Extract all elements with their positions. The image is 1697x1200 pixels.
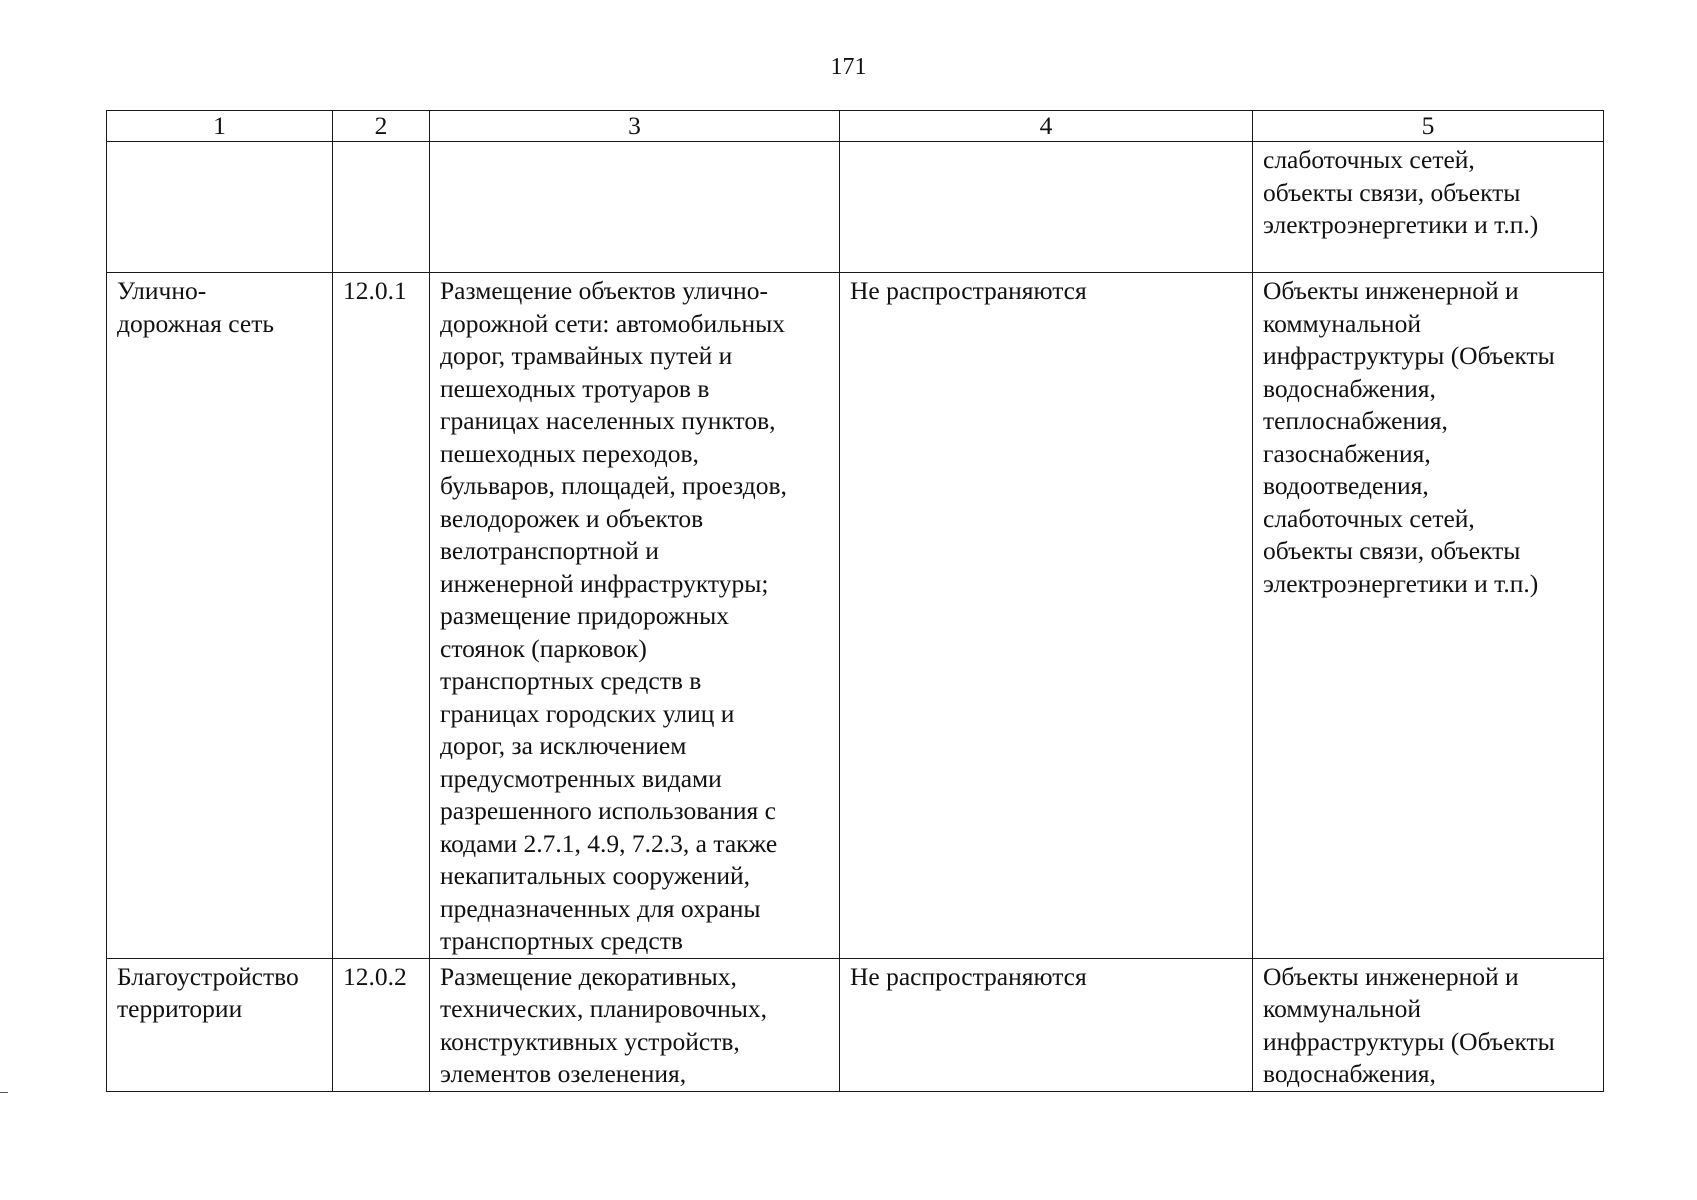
cell-description bbox=[430, 142, 840, 273]
scan-edge-mark bbox=[0, 1092, 8, 1093]
header-cell-3: 3 bbox=[430, 111, 840, 142]
cell-description: Размещение объектов улично- дорожной сети: автомобильных дорог, трамвайных путей и пешеходных тротуаров в границах населенных пунктов, пешеходных переходов, бульваров, площадей, проездов, велодорожек и объектов велотранспортной и инженерной инфраструктуры; размещение придорожных стоянок (парковок) транспортных средств в границах городских улиц и дорог, за исключением предусмотренных видами разрешенного использования с кодами 2.7.1, 4.9, 7.2.3, а также некапитальных сооружений, предназначенных для охраны транспортных средств bbox=[430, 273, 840, 959]
header-cell-5: 5 bbox=[1253, 111, 1604, 142]
cell-code: 12.0.2 bbox=[333, 958, 430, 1091]
table-row bbox=[107, 958, 1604, 1091]
cell-code: 12.0.1 bbox=[333, 273, 430, 959]
cell-objects: Объекты инженерной и коммунальной инфраструктуры (Объекты водоснабжения, теплоснабжения, газоснабжения, водоотведения, слаботочных сетей, объекты связи, объекты электроэнергетики и т.п.) bbox=[1253, 273, 1604, 959]
cell-code bbox=[333, 142, 430, 273]
table-row-continuation bbox=[107, 142, 1604, 273]
cell-limits: Не распространяются bbox=[840, 958, 1253, 1091]
cell-limits bbox=[840, 142, 1253, 273]
table-row bbox=[107, 273, 1604, 959]
cell-name: Благоустройство территории bbox=[107, 958, 333, 1091]
cell-name: Улично- дорожная сеть bbox=[107, 273, 333, 959]
header-cell-4: 4 bbox=[840, 111, 1253, 142]
cell-objects: Объекты инженерной и коммунальной инфраструктуры (Объекты водоснабжения, bbox=[1253, 958, 1604, 1091]
table-header-row bbox=[107, 111, 1604, 142]
cell-limits: Не распространяются bbox=[840, 273, 1253, 959]
page-number: 171 bbox=[830, 54, 867, 80]
header-cell-2: 2 bbox=[333, 111, 430, 142]
zoning-table bbox=[106, 110, 1604, 1092]
cell-objects: слаботочных сетей, объекты связи, объекты электроэнергетики и т.п.) bbox=[1253, 142, 1604, 273]
cell-name bbox=[107, 142, 333, 273]
header-cell-1: 1 bbox=[107, 111, 333, 142]
cell-description: Размещение декоративных, технических, планировочных, конструктивных устройств, элементов озеленения, bbox=[430, 958, 840, 1091]
